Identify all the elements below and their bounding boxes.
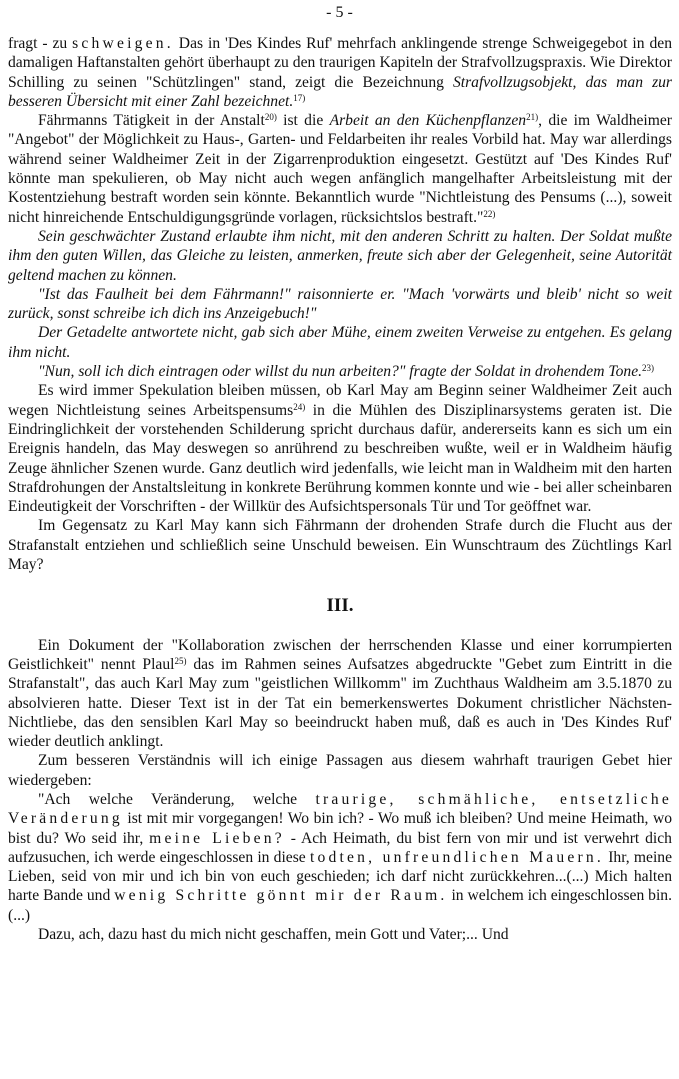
p7-text-g: Ihr, meine Lieben, seid von mir und ich bin von euch geschieden; ich darf nicht zurückkehren...(...) Mich halten harte Bande und	[8, 848, 672, 905]
p5-text-a: Ein Dokument der "Kollaboration zwischen der herrschenden Klasse und einer korrumpierten Geistlichkeit" nennt Plaul	[8, 636, 672, 673]
p2-text-b: ist die	[276, 112, 330, 130]
paragraph-2	[8, 111, 672, 227]
p7-text-i: in welchem ich eingeschlossen bin.(...)	[8, 887, 673, 924]
p1-text-a: fragt - zu	[8, 35, 73, 52]
p2-italic-phrase: Arbeit an den Küchenpflanzen	[329, 112, 527, 130]
p5-text-b: das im Rahmen seines Aufsatzes abgedruckte "Gebet zum Eintritt in die Strafanstalt", das auch Karl May zum "geistlichen Willkomm" im Zuchthaus Waldheim am 3.5.1870 zu absolvieren hatte. Dieser Text ist in der Tat ein bemerkenswertes Dokument christlicher Nächsten-Nichtliebe, das den sensiblen Karl May so beeindruckt haben muß, daß es auch in 'Des Kindes Ruf' wieder deutlich anklingt.	[8, 655, 673, 751]
p7-spaced-f: todten, unfreundlichen Mauern.	[309, 848, 605, 866]
paragraph-5	[8, 636, 672, 752]
quote-paragraph-2	[8, 285, 672, 324]
footnote-ref-23: 23)	[642, 363, 655, 374]
body-text	[8, 34, 672, 944]
paragraph-1	[8, 34, 672, 111]
p1-spaced-word: schweigen.	[72, 35, 174, 52]
p7-spaced-b: traurige, schmähliche, entsetzliche Veränderung	[8, 790, 673, 828]
p7-spaced-h: wenig Schritte gönnt mir der Raum.	[114, 887, 448, 905]
quote-2-text: "Ist das Faulheit bei dem Fährmann!" raisonnierte er. "Mach 'vorwärts und bleib' nicht so weit zurück, sonst schreibe ich dich ins Anzeigebuch!"	[8, 285, 672, 323]
p3-text-a: Es wird immer Spekulation bleiben müssen, ob Karl May am Beginn seiner Waldheimer Zeit auch wegen Nichtleistung seines Arbeitspensums	[8, 382, 672, 419]
p7-text-a: "Ach welche Veränderung, welche	[38, 790, 316, 808]
page-number: - 5 -	[326, 4, 353, 21]
quote-paragraph-4	[8, 362, 672, 381]
footnote-ref-22: 22)	[483, 208, 496, 219]
p2-text-a: Fährmanns Tätigkeit in der Anstalt	[38, 112, 265, 130]
p1-italic-quote: Strafvollzugsobjekt, das man zur besseren Übersicht mit einer Zahl bezeichnet.	[8, 73, 672, 110]
quote-paragraph-3	[8, 323, 672, 362]
p3-text-b: in die Mühlen des Disziplinarsystems geraten ist. Die Eindringlichkeit der vorstehenden Schilderung spricht durchaus dafür, andererseits kann es sich um ein Ereignis handeln, das May deswegen so anrührend zu beschreiben wußte, weil er in Waldheim häufig Zeuge ähnlicher Szenen wurde. Ganz deutlich wird jedenfalls, wie leicht man in Waldheim mit den harten Strafdrohungen der Anstaltsleitung in konkrete Berührung kommen konnte und wie - bei aller scheinbaren Eindeutigkeit der Vorschriften - der Willkür des Aufsichtspersonals Tür und Tor geöffnet war.	[8, 401, 672, 516]
paragraph-8: Dazu, ach, dazu hast du mich nicht geschaffen, mein Gott und Vater;... Und	[38, 926, 509, 944]
paragraph-6: Zum besseren Verständnis will ich einige Passagen aus diesem wahrhaft traurigen Gebet hier wiedergeben:	[8, 752, 672, 789]
p7-text-e: - Ach Heimath, du bist fern von mir und ist verwehrt dich aufzusuchen, ich werde eingeschlossen in diese	[8, 829, 672, 866]
p7-text-c: ist mit mir vorgegangen! Wo bin ich? - Wo muß ich bleiben? Und meine Heimath, wo bist du? Wo seid ihr,	[8, 810, 672, 847]
quote-1-text: Sein geschwächter Zustand erlaubte ihm nicht, mit den anderen Schritt zu halten. Der Soldat mußte ihm den guten Willen, das Gleiche zu leisten, anmerken, freute sich aber der Gelegenheit, seine Autorität geltend machen zu können.	[8, 227, 672, 284]
footnote-ref-24: 24)	[293, 401, 306, 412]
paragraph-7	[8, 790, 672, 925]
paragraph-4: Im Gegensatz zu Karl May kann sich Fährmann der drohenden Strafe durch die Flucht aus der Strafanstalt entziehen und schließlich seine Unschuld beweisen. Ein Wunschtraum des Züchtlings Karl May?	[8, 517, 672, 574]
section-heading: III.	[326, 595, 354, 617]
footnote-ref-25: 25)	[174, 655, 187, 666]
footnote-ref-21: 21)	[526, 112, 539, 123]
p7-spaced-d: meine Lieben?	[149, 829, 285, 847]
paragraph-3	[8, 381, 672, 516]
p2-text-d: , die im Waldheimer "Angebot" der Möglichkeit zu Haus-, Garten- und Feldarbeiten ihr reales Vorbild hat. May war allerdings während seiner Waldheimer Zeit in der Zigarrenproduktion eingesetzt. Gestützt auf 'Des Kindes Ruf' könnte man spekulieren, ob May nicht auch wegen anfänglich mangelhafter Arbeitsleistung mit der Kostentziehung bestraft worden sein könnte. Bekanntlich wurde "Nichtleistung des Pensums (...), soweit nicht hinreichende Entschuldigungsgründe vorlagen, rücksichtslos bestraft."	[8, 112, 672, 226]
quote-paragraph-1	[8, 227, 672, 285]
quote-4-text: "Nun, soll ich dich eintragen oder willst du nun arbeiten?" fragte der Soldat in drohendem Tone.	[38, 363, 643, 381]
quote-3-text: Der Getadelte antwortete nicht, gab sich aber Mühe, einem zweiten Verweise zu entgehen. Es gelang ihm nicht.	[8, 324, 672, 361]
footnote-ref-17: 17)	[293, 92, 306, 103]
footnote-ref-20: 20)	[264, 112, 277, 123]
p1-text-c: Das in 'Des Kindes Ruf' mehrfach anklingende strenge Schweigegebot in den damaligen Haftanstalten gehört überhaupt zu den traurigen Kapiteln der Strafvollzugspraxis. Wie Direktor Schilling zu seinen "Schützlingen" stand, zeigt die Bezeichnung	[8, 35, 672, 91]
